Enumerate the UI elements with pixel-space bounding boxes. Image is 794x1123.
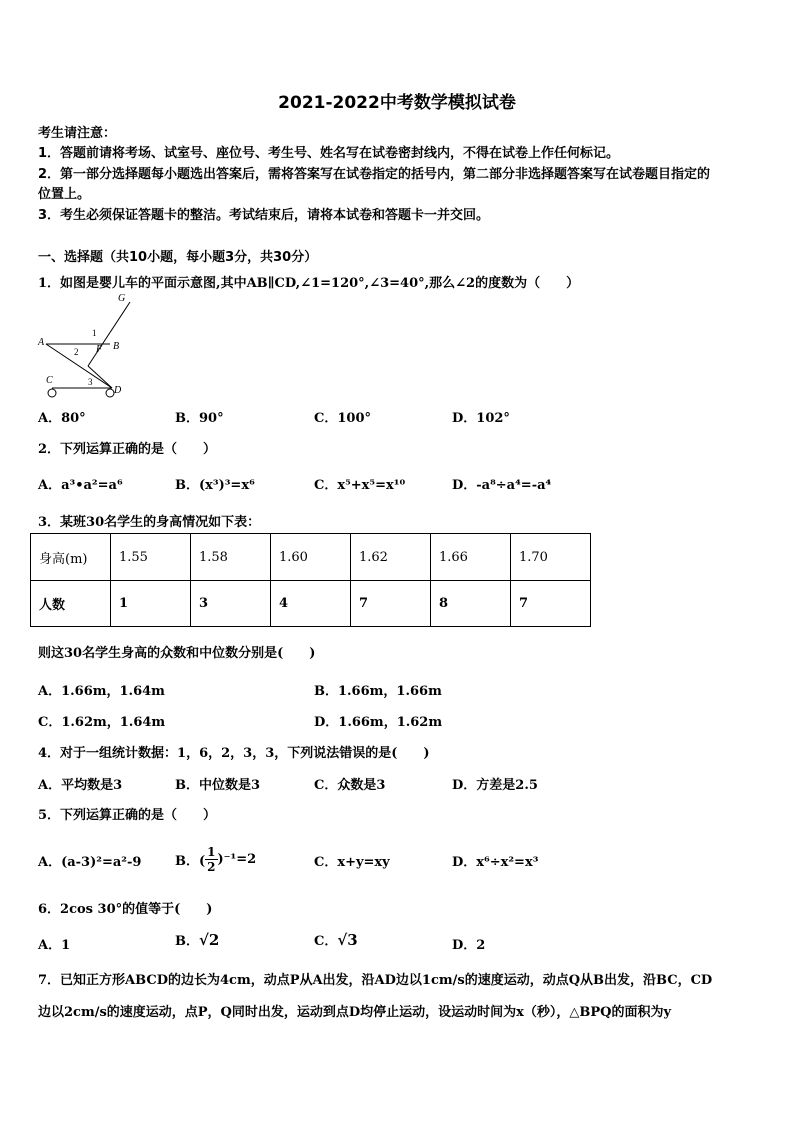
label-g: G	[118, 293, 126, 304]
q1-option-d: D．102°	[452, 411, 510, 426]
wheel-d	[106, 389, 114, 397]
label-b: B	[113, 341, 120, 352]
label-a: A	[38, 337, 45, 348]
table-cell: 4	[271, 581, 351, 627]
label-angle-1: 1	[92, 328, 97, 338]
sqrt-icon: √	[337, 931, 348, 949]
q3-stem: 3．某班30名学生的身高情况如下表：	[38, 515, 261, 530]
q6-option-c	[314, 930, 358, 949]
q4-option-d: D．方差是2.5	[452, 778, 538, 793]
q3-option-d: D．1.66m，1.62m	[314, 715, 443, 730]
q1-option-a: A．80°	[38, 411, 86, 426]
table-cell: 身高(m)	[31, 534, 111, 581]
q5-option-b-suffix: )⁻¹=2	[217, 851, 257, 867]
fraction-denominator: 2	[207, 859, 216, 874]
table-cell: 1.60	[271, 534, 351, 581]
q2-option-d: D．-a⁸÷a⁴=-a⁴	[452, 478, 552, 493]
notice-heading: 考生请注意：	[38, 126, 117, 141]
table-cell: 8	[431, 581, 511, 627]
q4-option-c: C．众数是3	[314, 778, 386, 793]
notice-line-3: 位置上。	[38, 187, 91, 202]
radicand: 3	[347, 931, 358, 949]
q1-option-b: B．90°	[175, 411, 224, 426]
label-d: D	[114, 385, 122, 396]
table-cell: 人数	[31, 581, 111, 627]
q3-question: 则这30名学生身高的众数和中位数分别是( )	[38, 646, 316, 661]
q1-option-c: C．100°	[314, 411, 371, 426]
q4-option-a: A．平均数是3	[38, 778, 123, 793]
q2-option-b: B．(x³)³=x⁶	[175, 478, 255, 493]
table-row	[31, 534, 591, 581]
q2-option-c: C．x⁵+x⁵=x¹⁰	[314, 478, 406, 493]
sqrt-icon: √	[199, 931, 209, 949]
q6-stem: 6．2cos 30°的值等于( )	[38, 902, 213, 917]
q6-option-b-prefix: B．	[175, 934, 199, 949]
wheel-c	[48, 389, 56, 397]
q5-option-b-prefix: B．(	[175, 853, 206, 869]
q5-option-d: D．x⁶÷x²=x³	[452, 855, 539, 870]
table-row	[31, 581, 591, 627]
label-angle-2: 2	[74, 347, 79, 357]
q5-stem: 5．下列运算正确的是（ ）	[38, 808, 217, 823]
label-angle-3: 3	[88, 377, 93, 387]
q1-stem: 1．如图是婴儿车的平面示意图,其中AB∥CD,∠1=120°,∠3=40°,那么∠2的度数为（ ）	[38, 276, 580, 291]
notice-line-1: 1．答题前请将考场、试室号、座位号、考生号、姓名写在试卷密封线内，不得在试卷上作任何标记。	[38, 146, 620, 161]
page-title: 2021-2022中考数学模拟试卷	[278, 93, 516, 113]
fraction	[205, 845, 217, 874]
q6-option-d: D．2	[452, 938, 486, 953]
q6-option-a: A．1	[38, 938, 71, 953]
q2-option-a: A．a³•a²=a⁶	[38, 478, 123, 493]
label-c: C	[46, 375, 53, 386]
q5-option-a: A．(a-3)²=a²-9	[38, 855, 142, 870]
height-table	[30, 533, 591, 627]
q4-stem: 4．对于一组统计数据：1，6，2，3，3，下列说法错误的是( )	[38, 746, 430, 761]
radicand: 2	[208, 931, 220, 949]
q1-figure	[36, 292, 148, 400]
notice-line-2: 2．第一部分选择题每小题选出答案后，需将答案写在试卷指定的括号内，第二部分非选择题答案写在试卷题目指定的	[38, 167, 711, 182]
q5-option-c: C．x+y=xy	[314, 855, 390, 870]
table-cell: 1.66	[431, 534, 511, 581]
q7-line-2: 边以2cm/s的速度运动，点P，Q同时出发，运动到点D均停止运动，设运动时间为x（秒），△BPQ的面积为y	[38, 1005, 672, 1020]
q5-option-b	[175, 839, 256, 879]
label-f: F	[96, 344, 103, 355]
section-heading: 一、选择题（共10小题，每小题3分，共30分）	[38, 250, 318, 265]
table-cell: 1	[111, 581, 191, 627]
table-cell: 1.55	[111, 534, 191, 581]
table-cell: 1.70	[511, 534, 591, 581]
q3-option-b: B．1.66m，1.66m	[314, 684, 442, 699]
q3-option-c: C．1.62m，1.64m	[38, 715, 166, 730]
q2-stem: 2．下列运算正确的是（ ）	[38, 442, 217, 457]
table-cell: 7	[511, 581, 591, 627]
table-cell: 7	[351, 581, 431, 627]
fraction-numerator: 1	[207, 844, 216, 859]
notice-line-4: 3．考生必须保证答题卡的整洁。考试结束后，请将本试卷和答题卡一并交回。	[38, 208, 490, 223]
table-cell: 1.62	[351, 534, 431, 581]
q6-option-c-prefix: C．	[314, 934, 338, 949]
table-cell: 3	[191, 581, 271, 627]
q3-option-a: A．1.66m，1.64m	[38, 684, 165, 699]
q4-option-b: B．中位数是3	[175, 778, 261, 793]
q7-line-1: 7．已知正方形ABCD的边长为4cm，动点P从A出发，沿AD边以1cm/s的速度运动，动点Q从B出发，沿BC，CD	[38, 973, 713, 988]
table-cell: 1.58	[191, 534, 271, 581]
q6-option-b	[175, 930, 219, 949]
